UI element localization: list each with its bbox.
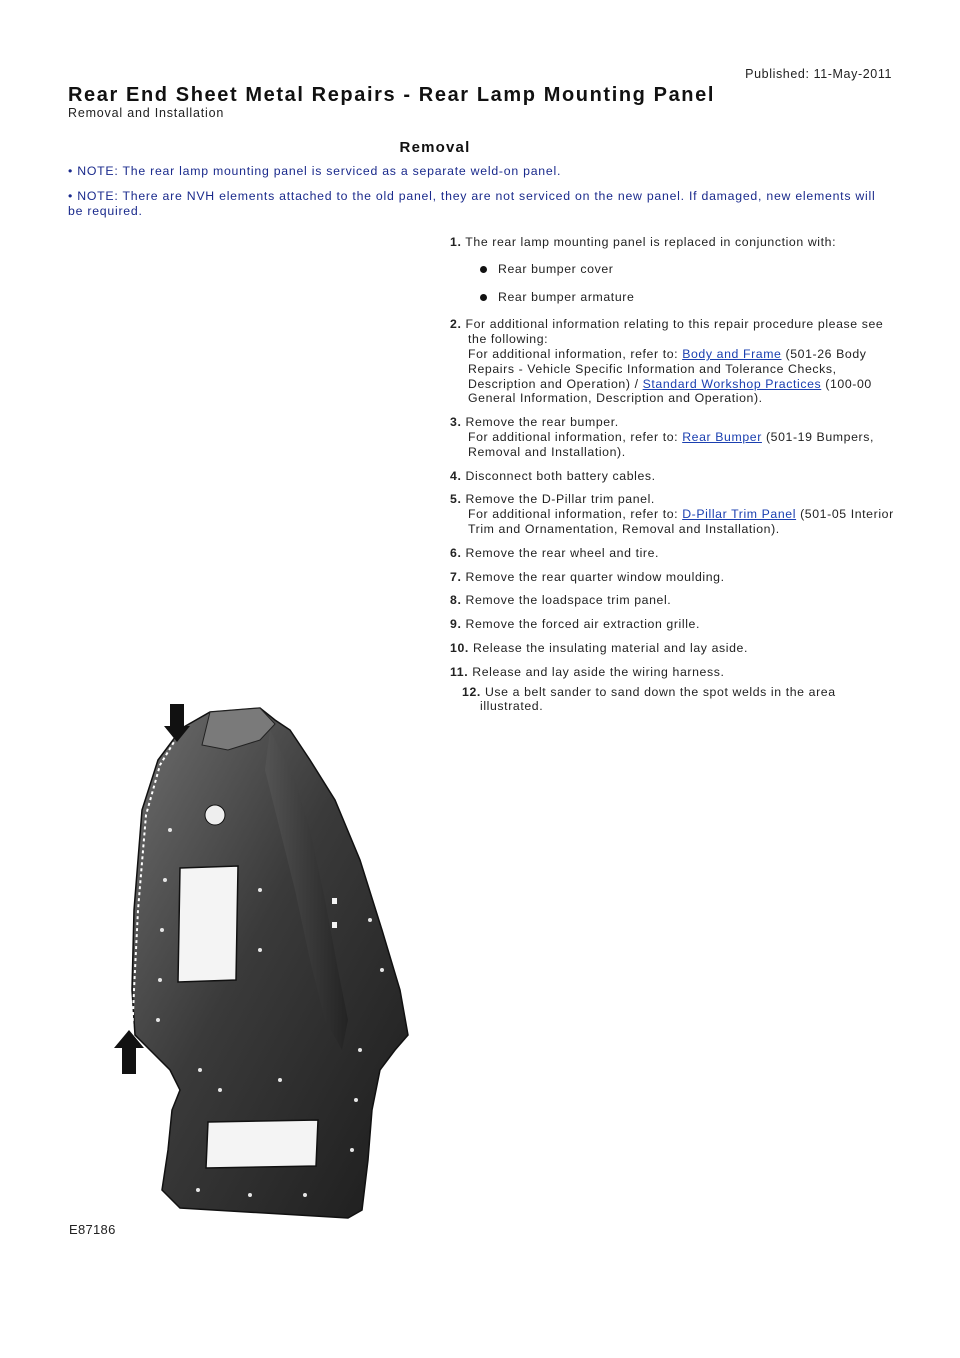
list-item: Rear bumper armature bbox=[480, 290, 900, 305]
figure-label: E87186 bbox=[69, 1222, 116, 1237]
step-number: 7. bbox=[450, 569, 462, 584]
link-d-pillar-trim-panel[interactable]: D-Pillar Trim Panel bbox=[682, 507, 797, 522]
reference-prefix: For additional information, refer to: bbox=[468, 429, 683, 444]
step-12 bbox=[450, 685, 900, 715]
step-text: Disconnect both battery cables. bbox=[465, 468, 656, 483]
reference-detail: (501-26 Body Repairs - Vehicle Specific Information and Tolerance Checks, Description and Operation) / bbox=[468, 346, 867, 391]
step-number: 2. bbox=[450, 317, 462, 332]
step-8 bbox=[450, 593, 900, 608]
step-4 bbox=[450, 469, 900, 484]
step-10 bbox=[450, 641, 900, 656]
sheet-metal-panel-icon bbox=[110, 690, 440, 1250]
page-title: Rear End Sheet Metal Repairs - Rear Lamp Mounting Panel bbox=[68, 84, 716, 106]
step-text: Remove the rear quarter window moulding. bbox=[465, 569, 725, 584]
step-text: Release and lay aside the wiring harness. bbox=[472, 664, 725, 679]
step-number: 3. bbox=[450, 415, 462, 430]
step-3 bbox=[450, 415, 900, 459]
link-body-and-frame[interactable]: Body and Frame bbox=[682, 346, 782, 361]
step-number: 1. bbox=[450, 235, 462, 249]
procedure-steps bbox=[450, 235, 900, 723]
step-number: 12. bbox=[462, 684, 481, 699]
note-nvh-elements: • NOTE: There are NVH elements attached to the old panel, they are not serviced on the new panel. If damaged, new elements will be required. bbox=[68, 189, 876, 218]
step-2 bbox=[450, 317, 900, 406]
reference-prefix: For additional information, refer to: bbox=[468, 507, 683, 522]
step-11 bbox=[450, 665, 900, 680]
published-date: Published: 11-May-2011 bbox=[745, 67, 892, 81]
reference-detail: (501-19 Bumpers, Removal and Installation). bbox=[468, 429, 874, 459]
step-text: The rear lamp mounting panel is replaced in conjunction with: bbox=[465, 235, 837, 249]
step-text: Remove the rear wheel and tire. bbox=[465, 545, 660, 560]
step-number: 5. bbox=[450, 492, 462, 507]
step-number: 10. bbox=[450, 640, 469, 655]
reference-detail: (501-05 Interior Trim and Ornamentation, Removal and Installation). bbox=[468, 507, 894, 536]
step-number: 11. bbox=[450, 664, 469, 679]
step-number: 4. bbox=[450, 468, 462, 483]
step-1 bbox=[450, 235, 900, 304]
step-text: Remove the rear bumper. bbox=[465, 415, 619, 430]
step-9 bbox=[450, 617, 900, 632]
rear-lamp-panel-figure bbox=[110, 690, 440, 1250]
step-5 bbox=[450, 492, 900, 536]
page-subtitle: Removal and Installation bbox=[68, 106, 225, 120]
link-standard-workshop-practices[interactable]: Standard Workshop Practices bbox=[642, 376, 822, 391]
step-text: For additional information relating to this repair procedure please see the following: bbox=[465, 317, 884, 347]
reference-detail: (100-00 General Information, Description and Operation). bbox=[468, 376, 872, 406]
note-separate-panel: • NOTE: The rear lamp mounting panel is serviced as a separate weld-on panel. bbox=[68, 164, 562, 178]
step-text: Remove the forced air extraction grille. bbox=[465, 617, 701, 632]
step-text: Use a belt sander to sand down the spot welds in the area illustrated. bbox=[480, 684, 836, 714]
link-rear-bumper[interactable]: Rear Bumper bbox=[682, 429, 762, 444]
step-text: Remove the loadspace trim panel. bbox=[465, 593, 672, 608]
section-heading-removal: Removal bbox=[399, 139, 471, 156]
step-number: 8. bbox=[450, 593, 462, 608]
reference-prefix: For additional information, refer to: bbox=[468, 346, 683, 361]
step-number: 6. bbox=[450, 545, 462, 560]
list-item: Rear bumper cover bbox=[480, 262, 900, 277]
step-text: Remove the D-Pillar trim panel. bbox=[465, 492, 655, 507]
step-1-bullets bbox=[468, 262, 900, 305]
step-6 bbox=[450, 546, 900, 561]
step-number: 9. bbox=[450, 617, 462, 632]
step-text: Release the insulating material and lay aside. bbox=[472, 640, 748, 655]
step-7 bbox=[450, 570, 900, 585]
